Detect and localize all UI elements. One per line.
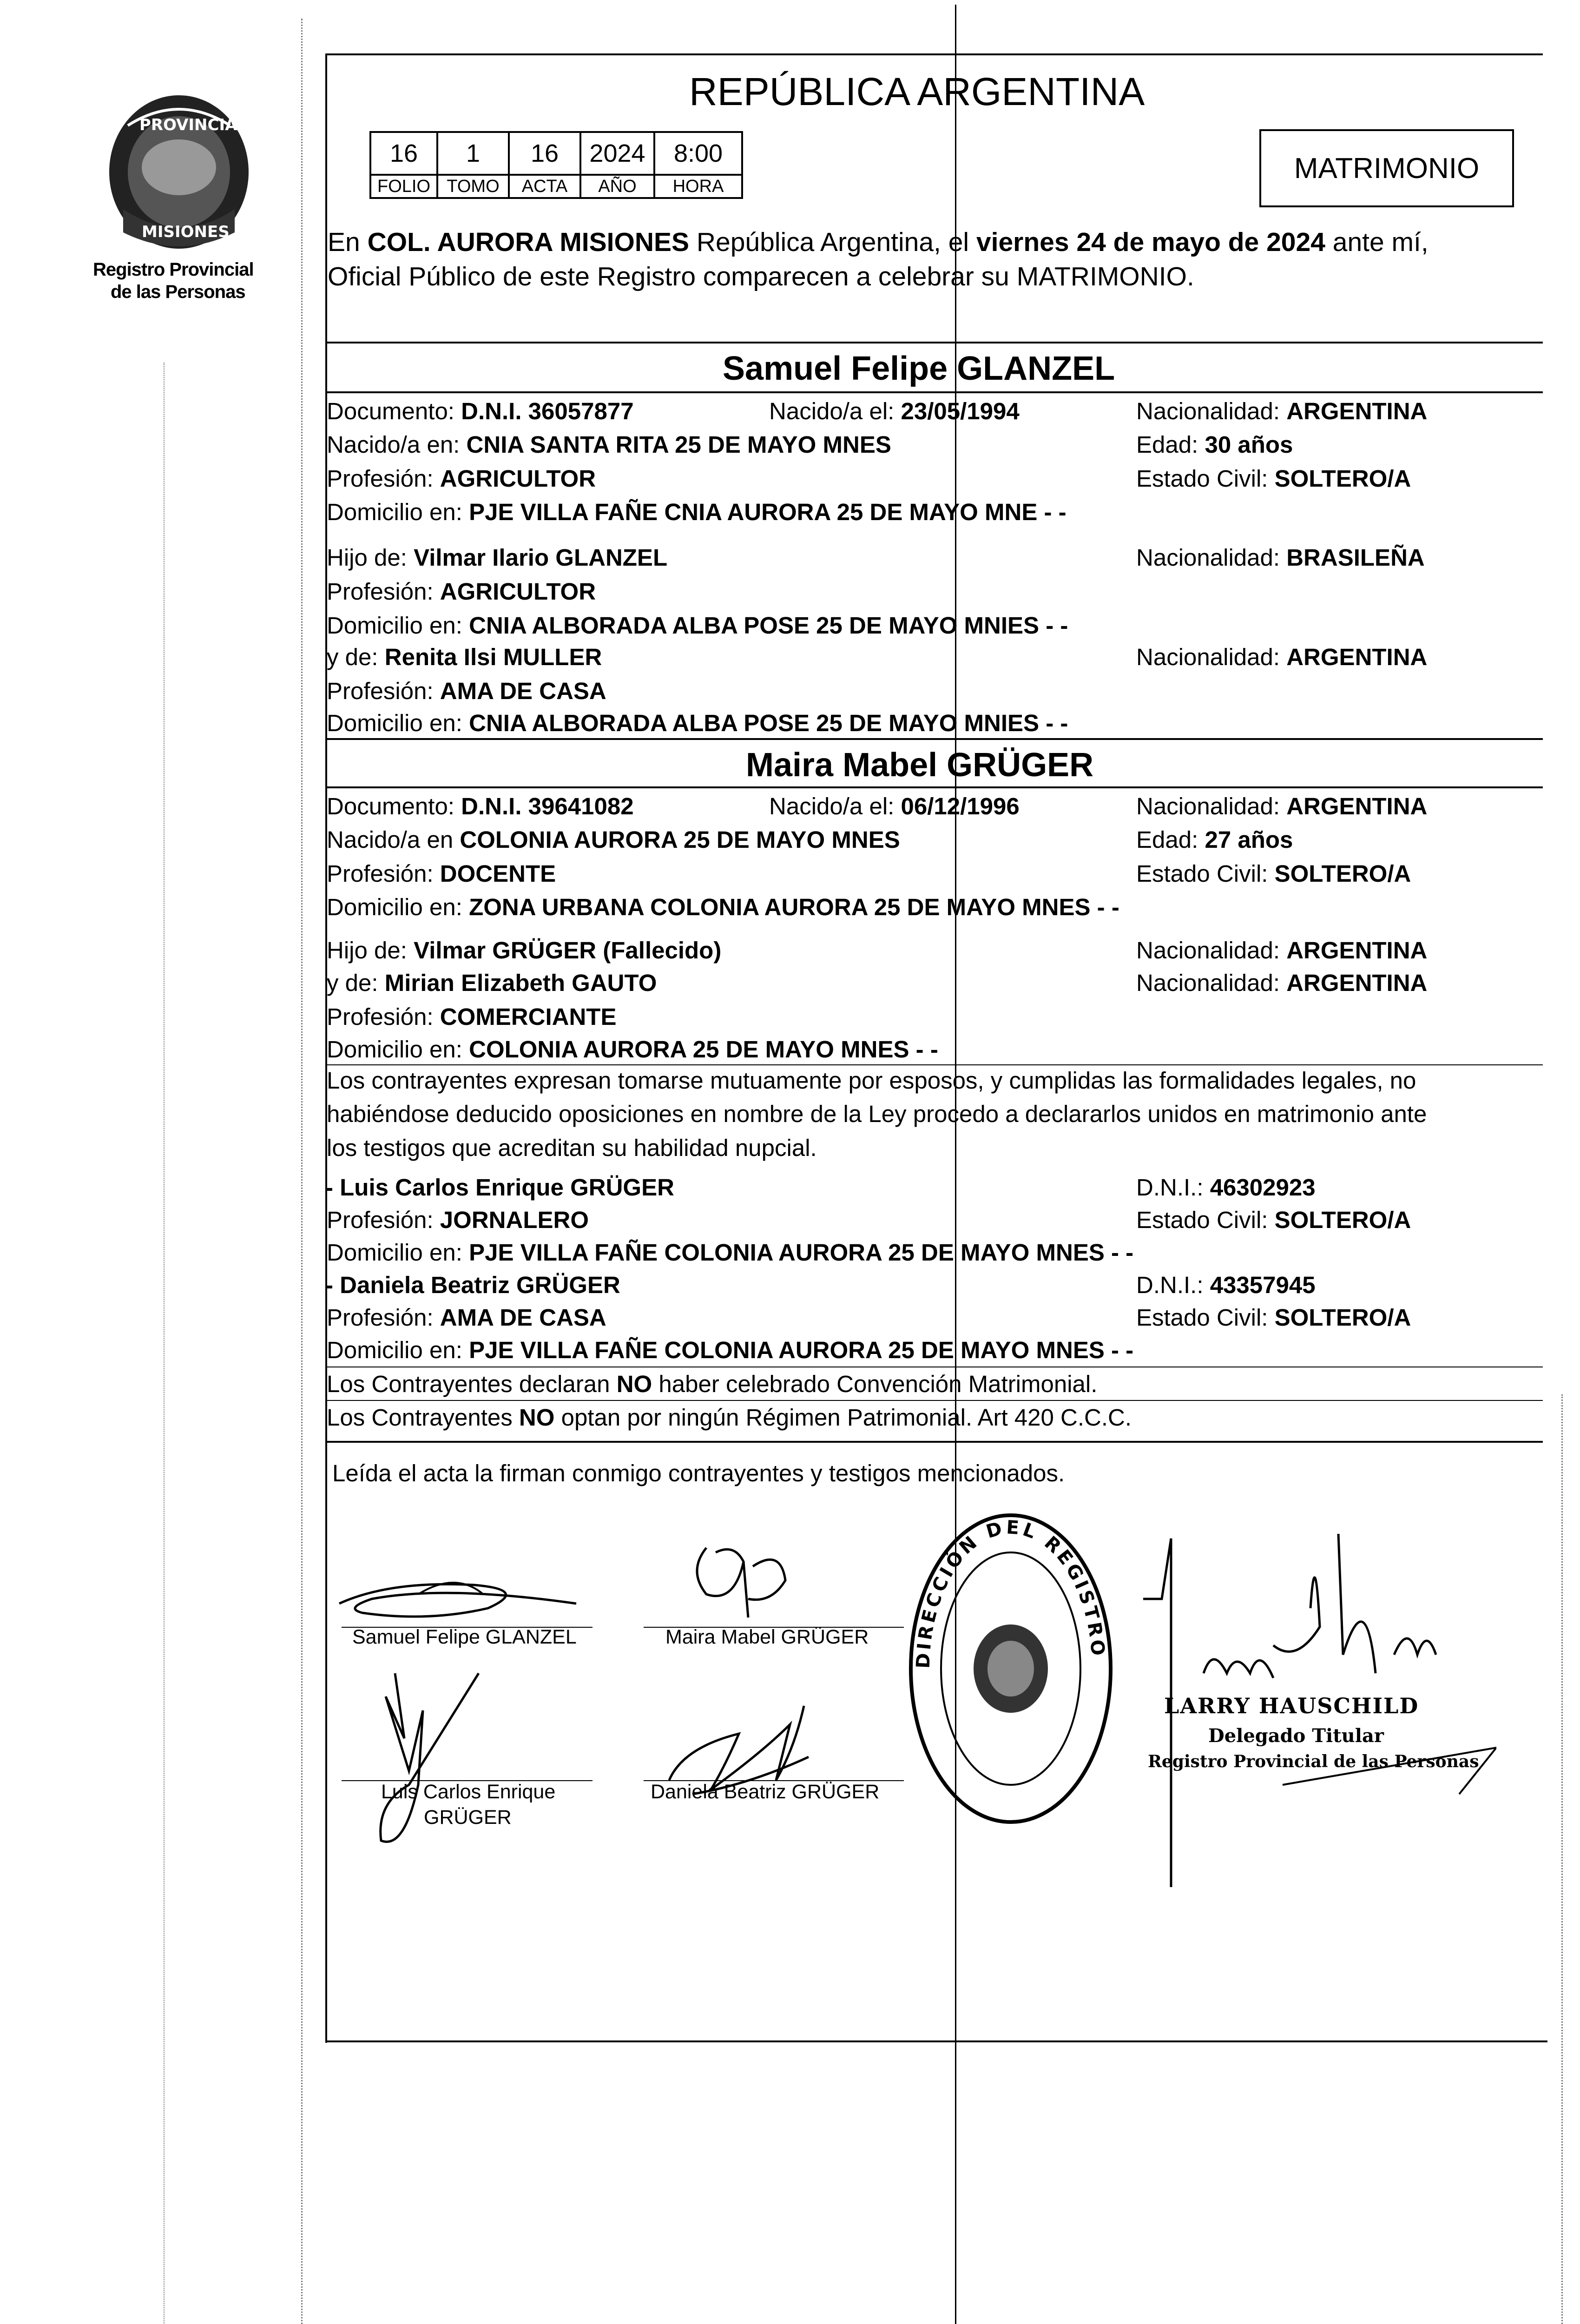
hour-value: 8:00	[654, 132, 742, 175]
seal-ring-text: DIRECCIÓN DEL REGISTRO	[912, 1517, 1109, 1669]
registry-round-seal	[902, 1506, 1120, 1831]
spouse2-profession: Profesión: DOCENTE	[327, 860, 556, 887]
spouse1-mother: y de: Renita Ilsi MULLER	[327, 644, 602, 670]
signature-label-maira: Maira Mabel GRÜGER	[665, 1626, 869, 1648]
acta-value: 16	[509, 132, 580, 175]
spouse2-age: Edad: 27 años	[1136, 826, 1293, 853]
record-table	[369, 131, 743, 199]
spouse1-nationality: Nacionalidad: ARGENTINA	[1136, 398, 1428, 424]
witness2-address: Domicilio en: PJE VILLA FAÑE COLONIA AURORA 25 DE MAYO MNES - -	[327, 1337, 1134, 1363]
section-divider	[325, 786, 1543, 788]
spouse2-father: Hijo de: Vilmar GRÜGER (Fallecido)	[327, 937, 722, 964]
spouse1-mother-address: Domicilio en: CNIA ALBORADA ALBA POSE 25 DE MAYO MNIES - -	[327, 710, 1068, 736]
witness2-profession: Profesión: AMA DE CASA	[327, 1304, 606, 1331]
section-divider	[325, 342, 1543, 343]
official-name-stamp: LARRY HAUSCHILD	[1164, 1693, 1419, 1718]
intro-line-1: En COL. AURORA MISIONES República Argentina, el viernes 24 de mayo de 2024 ante mí,	[328, 227, 1429, 257]
spouse1-mother-nationality: Nacionalidad: ARGENTINA	[1136, 644, 1428, 670]
document-type-label: MATRIMONIO	[1294, 152, 1480, 185]
section-divider	[325, 1441, 1543, 1443]
folio-label: FOLIO	[370, 175, 437, 198]
spouse1-name: Samuel Felipe GLANZEL	[723, 350, 1115, 387]
spouse2-address: Domicilio en: ZONA URBANA COLONIA AURORA 25 DE MAYO MNES - -	[327, 894, 1119, 920]
spouse1-profession: Profesión: AGRICULTOR	[327, 465, 596, 492]
signature-label-daniela: Daniela Beatriz GRÜGER	[651, 1781, 880, 1803]
section-divider	[325, 1064, 1543, 1065]
bottom-frame-line	[325, 2040, 1547, 2042]
scan-margin-dots	[301, 19, 303, 2324]
hour-label: HORA	[654, 175, 742, 198]
spouse2-mother-profession: Profesión: COMERCIANTE	[327, 1004, 617, 1030]
witness1-dni: D.N.I.: 46302923	[1136, 1174, 1316, 1201]
signature-luis	[367, 1664, 507, 1859]
country-title: REPÚBLICA ARGENTINA	[689, 70, 1145, 113]
spouse2-nationality: Nacionalidad: ARGENTINA	[1136, 793, 1428, 819]
spouse1-father-nationality: Nacionalidad: BRASILEÑA	[1136, 544, 1425, 571]
section-divider	[325, 738, 1543, 740]
witness2-civil-status: Estado Civil: SOLTERO/A	[1136, 1304, 1411, 1331]
signature-label-luis-2: GRÜGER	[424, 1806, 512, 1829]
signature-maira	[678, 1534, 864, 1641]
seal-line-1: PROVINCIA DE	[139, 116, 263, 134]
witness2-dni: D.N.I.: 43357945	[1136, 1272, 1316, 1298]
spouse1-address: Domicilio en: PJE VILLA FAÑE CNIA AURORA 25 DE MAYO MNE - -	[327, 499, 1066, 525]
spouse2-father-nationality: Nacionalidad: ARGENTINA	[1136, 937, 1428, 964]
spouse2-mother: y de: Mirian Elizabeth GAUTO	[327, 970, 657, 996]
ceremony-date: viernes 24 de mayo de 2024	[976, 227, 1325, 257]
spouse2-name: Maira Mabel GRÜGER	[746, 746, 1094, 784]
signature-label-samuel: Samuel Felipe GLANZEL	[352, 1626, 577, 1648]
witness2-name: - Daniela Beatriz GRÜGER	[325, 1272, 620, 1298]
official-office-stamp: Registro Provincial de las Personas	[1148, 1752, 1479, 1771]
folio-value: 16	[370, 132, 437, 175]
spouse1-father-profession: Profesión: AGRICULTOR	[327, 578, 596, 605]
spouse1-birthplace: Nacido/a en: CNIA SANTA RITA 25 DE MAYO MNES	[327, 431, 891, 458]
registry-name-line2: de las Personas	[111, 282, 245, 302]
spouse2-civil-status: Estado Civil: SOLTERO/A	[1136, 860, 1411, 887]
province-seal-logo	[95, 84, 263, 260]
official-title-stamp: Delegado Titular	[1208, 1725, 1384, 1747]
witness1-profession: Profesión: JORNALERO	[327, 1207, 589, 1233]
spouse1-mother-profession: Profesión: AMA DE CASA	[327, 678, 606, 704]
spouse2-birthdate: Nacido/a el: 06/12/1996	[769, 793, 1020, 819]
witness1-name: - Luis Carlos Enrique GRÜGER	[325, 1174, 674, 1201]
convention-line-2: Los Contrayentes NO optan por ningún Régimen Patrimonial. Art 420 C.C.C.	[327, 1404, 1132, 1431]
registry-name-line1: Registro Provincial	[93, 259, 254, 280]
document-type-box	[1259, 129, 1514, 207]
spouse2-document: Documento: D.N.I. 39641082	[327, 793, 634, 819]
spouse1-document: Documento: D.N.I. 36057877	[327, 398, 634, 424]
spouse2-mother-address: Domicilio en: COLONIA AURORA 25 DE MAYO MNES - -	[327, 1036, 938, 1063]
spouse1-age: Edad: 30 años	[1136, 431, 1293, 458]
witness1-civil-status: Estado Civil: SOLTERO/A	[1136, 1207, 1411, 1233]
witness1-address: Domicilio en: PJE VILLA FAÑE COLONIA AURORA 25 DE MAYO MNES - -	[327, 1239, 1134, 1266]
tomo-label: TOMO	[437, 175, 509, 198]
acta-label: ACTA	[509, 175, 580, 198]
top-frame-line	[325, 53, 1543, 55]
spouse2-mother-nationality: Nacionalidad: ARGENTINA	[1136, 970, 1428, 996]
convention-line-1: Los Contrayentes declaran NO haber celebrado Convención Matrimonial.	[327, 1371, 1098, 1397]
spouse1-father-address: Domicilio en: CNIA ALBORADA ALBA POSE 25 DE MAYO MNIES - -	[327, 612, 1068, 639]
year-value: 2024	[580, 132, 654, 175]
tomo-value: 1	[437, 132, 509, 175]
intro-line-2: Oficial Público de este Registro comparecen a celebrar su MATRIMONIO.	[328, 262, 1194, 291]
spouse1-father: Hijo de: Vilmar Ilario GLANZEL	[327, 544, 668, 571]
year-label: AÑO	[580, 175, 654, 198]
spouse2-birthplace: Nacido/a en COLONIA AURORA 25 DE MAYO MNES	[327, 826, 900, 853]
closing-statement: Leída el acta la firman conmigo contrayentes y testigos mencionados.	[332, 1460, 1065, 1486]
declaration-line-2: habiéndose deducido oposiciones en nombre de la Ley procedo a declararlos unidos en matrimonio ante	[327, 1101, 1427, 1127]
section-divider	[325, 391, 1543, 393]
scan-margin-dots	[1561, 1394, 1563, 2324]
declaration-line-1: Los contrayentes expresan tomarse mutuamente por esposos, y cumplidas las formalidades legales, no	[327, 1067, 1416, 1094]
seal-line-2: MISIONES	[142, 223, 230, 241]
declaration-line-3: los testigos que acreditan su habilidad nupcial.	[327, 1135, 817, 1161]
scan-margin-dots	[164, 363, 165, 2324]
spouse1-civil-status: Estado Civil: SOLTERO/A	[1136, 465, 1411, 492]
ceremony-place: COL. AURORA MISIONES	[367, 227, 690, 257]
spouse1-birthdate: Nacido/a el: 23/05/1994	[769, 398, 1020, 424]
section-divider	[325, 1400, 1543, 1401]
signature-label-luis-1: Luis Carlos Enrique	[381, 1781, 556, 1803]
